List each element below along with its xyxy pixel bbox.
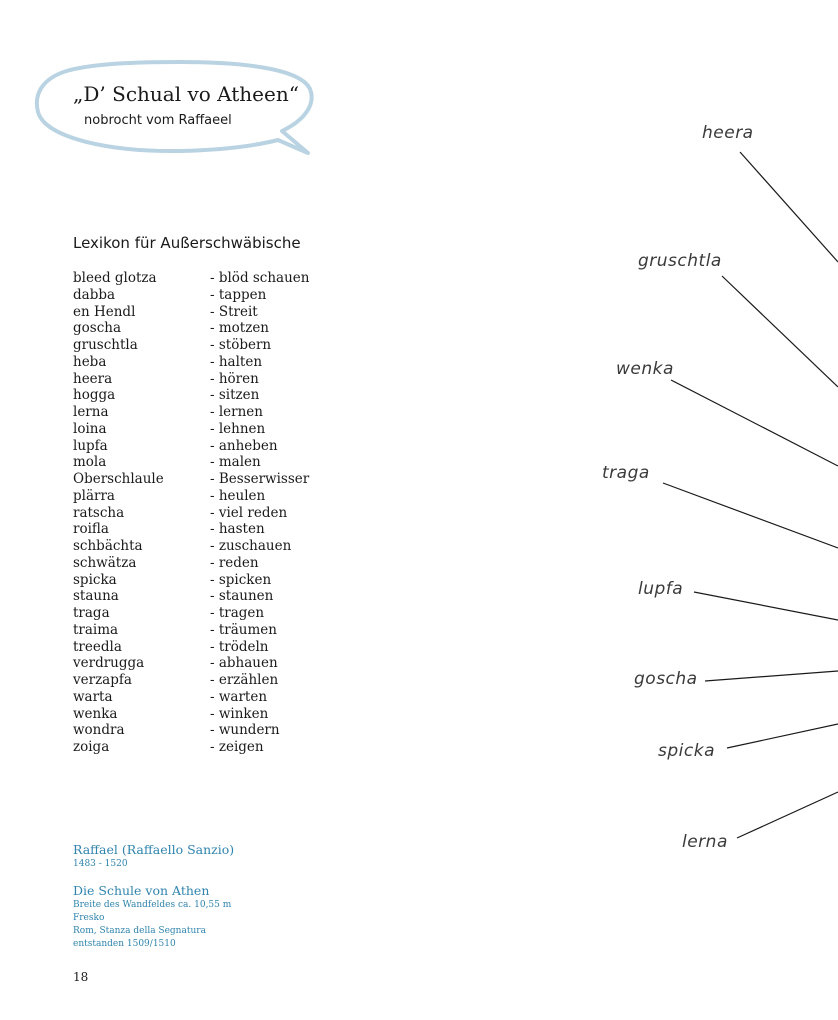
lexicon-meaning: - sitzen <box>210 387 260 404</box>
lexicon-meaning: - wundern <box>210 722 280 739</box>
lexicon-word: traima <box>73 621 119 638</box>
lexicon-entry <box>73 454 333 471</box>
lexicon-meaning: - erzählen <box>210 672 279 688</box>
lexicon-entry <box>73 354 333 371</box>
lexicon-entry <box>73 605 333 622</box>
lexicon-meaning: - hasten <box>210 521 265 538</box>
lexicon-entry <box>73 622 333 639</box>
lexicon-word: wenka <box>73 705 118 722</box>
lexicon-entry <box>73 387 333 404</box>
lexicon-meaning: - tappen <box>210 286 267 303</box>
lexicon-meaning: - lernen <box>210 404 263 420</box>
lexicon-entry <box>73 655 333 672</box>
lexicon-entry <box>73 421 333 438</box>
lexicon-word: zoiga <box>73 739 110 755</box>
work-detail: Rom, Stanza della Segnatura <box>73 926 206 936</box>
lexicon-meaning: - abhauen <box>210 655 278 672</box>
lexicon-entry <box>73 588 333 605</box>
lexicon-meaning: - stöbern <box>210 337 272 353</box>
lexicon-meaning: - tragen <box>210 605 265 621</box>
lexicon-meaning: - hören <box>210 370 259 387</box>
lexicon-word: spicka <box>73 571 117 588</box>
lexicon-word: ratscha <box>73 504 125 521</box>
lexicon-meaning: - trödeln <box>210 638 269 655</box>
bubble-subtitle: nobrocht vom Raffaeel <box>84 113 232 128</box>
lexicon-word: Oberschlaule <box>73 471 164 487</box>
lexicon-entry <box>73 270 333 287</box>
lexicon-meaning: - winken <box>210 705 269 722</box>
lexicon-meaning: - zeigen <box>210 739 264 755</box>
lexicon-entry <box>73 320 333 337</box>
lexicon-entry <box>73 505 333 522</box>
lexicon-word: verzapfa <box>73 672 132 688</box>
lexicon-word: gruschtla <box>73 337 138 353</box>
lexicon-entry <box>73 672 333 689</box>
lexicon-word: plärra <box>73 487 115 504</box>
lexicon-meaning: - viel reden <box>210 504 288 521</box>
lexicon-meaning: - zuschauen <box>210 538 292 554</box>
lexicon-word: lerna <box>73 404 109 420</box>
lexicon-word: dabba <box>73 286 116 303</box>
lexicon-word: warta <box>73 688 113 705</box>
lexicon-word: traga <box>73 605 110 621</box>
lexicon-meaning: - spicken <box>210 571 272 588</box>
lexicon-meaning: - staunen <box>210 588 274 605</box>
lexicon-entry <box>73 404 333 421</box>
lexicon-word: en Hendl <box>73 303 136 320</box>
lexicon-entry <box>73 371 333 388</box>
lexicon-word: verdrugga <box>73 655 145 672</box>
handwritten-label: spicka <box>658 741 715 761</box>
lexicon-word: mola <box>73 454 107 471</box>
lexicon-meaning: - warten <box>210 688 268 705</box>
lexicon-meaning: - lehnen <box>210 420 266 437</box>
work-detail: entstanden 1509/1510 <box>73 939 176 949</box>
lexicon-entry <box>73 521 333 538</box>
lexicon-meaning: - anheben <box>210 437 278 454</box>
lexicon-word: schbächta <box>73 538 143 554</box>
lexicon-entry <box>73 438 333 455</box>
work-detail: Breite des Wandfeldes ca. 10,55 m <box>73 900 232 910</box>
lexicon-word: lupfa <box>73 437 108 454</box>
lexicon-entry <box>73 471 333 488</box>
lexicon-entry <box>73 538 333 555</box>
lexicon-meaning: - halten <box>210 353 263 370</box>
pointer-line <box>694 592 838 620</box>
handwritten-label: wenka <box>616 359 674 379</box>
lexicon-meaning: - Streit <box>210 303 258 320</box>
lexicon-entry <box>73 689 333 706</box>
lexicon-meaning: - Besserwisser <box>210 471 310 487</box>
lexicon-meaning: - blöd schauen <box>210 270 310 286</box>
lexicon-word: heba <box>73 353 107 370</box>
artist-name: Raffael (Raffaello Sanzio) <box>73 842 235 857</box>
artwork-credits <box>73 842 333 951</box>
bubble-title: „D’ Schual vo Atheen“ <box>73 82 299 106</box>
lexicon-heading: Lexikon für Außerschwäbische <box>73 234 301 252</box>
lexicon-meaning: - träumen <box>210 621 277 638</box>
lexicon-entry <box>73 572 333 589</box>
lexicon-meaning: - malen <box>210 454 261 471</box>
lexicon-entry <box>73 488 333 505</box>
lexicon-entry <box>73 555 333 572</box>
handwritten-label: lerna <box>682 832 728 852</box>
lexicon-entry <box>73 706 333 723</box>
artist-dates: 1483 - 1520 <box>73 859 128 869</box>
lexicon-list <box>73 270 333 756</box>
pointer-line <box>740 152 838 262</box>
handwritten-label: traga <box>602 463 650 483</box>
lexicon-entry <box>73 304 333 321</box>
lexicon-meaning: - reden <box>210 554 259 571</box>
handwritten-label: gruschtla <box>638 251 722 271</box>
lexicon-word: heera <box>73 370 113 387</box>
lexicon-entry <box>73 287 333 304</box>
lexicon-entry <box>73 739 333 756</box>
lexicon-word: treedla <box>73 638 122 655</box>
pointer-line <box>663 483 838 548</box>
lexicon-word: roifla <box>73 521 109 538</box>
lexicon-word: loina <box>73 420 107 437</box>
lexicon-meaning: - heulen <box>210 487 266 504</box>
pointer-line <box>727 724 838 748</box>
lexicon-word: schwätza <box>73 554 137 571</box>
lexicon-meaning: - motzen <box>210 320 270 337</box>
lexicon-entry <box>73 639 333 656</box>
lexicon-word: wondra <box>73 722 125 739</box>
handwritten-label: heera <box>702 123 754 143</box>
pointer-line <box>722 276 838 387</box>
pointer-line <box>705 671 838 681</box>
lexicon-word: stauna <box>73 588 119 605</box>
lexicon-word: goscha <box>73 320 122 337</box>
handwritten-label: goscha <box>634 669 698 689</box>
work-detail: Fresko <box>73 913 105 923</box>
lexicon-word: bleed glotza <box>73 270 157 286</box>
pointer-line <box>671 380 838 466</box>
work-title: Die Schule von Athen <box>73 883 210 898</box>
handwritten-label: lupfa <box>638 579 684 599</box>
page-number: 18 <box>73 970 89 984</box>
lexicon-entry <box>73 722 333 739</box>
pointer-line <box>737 792 838 838</box>
lexicon-entry <box>73 337 333 354</box>
lexicon-word: hogga <box>73 387 116 404</box>
